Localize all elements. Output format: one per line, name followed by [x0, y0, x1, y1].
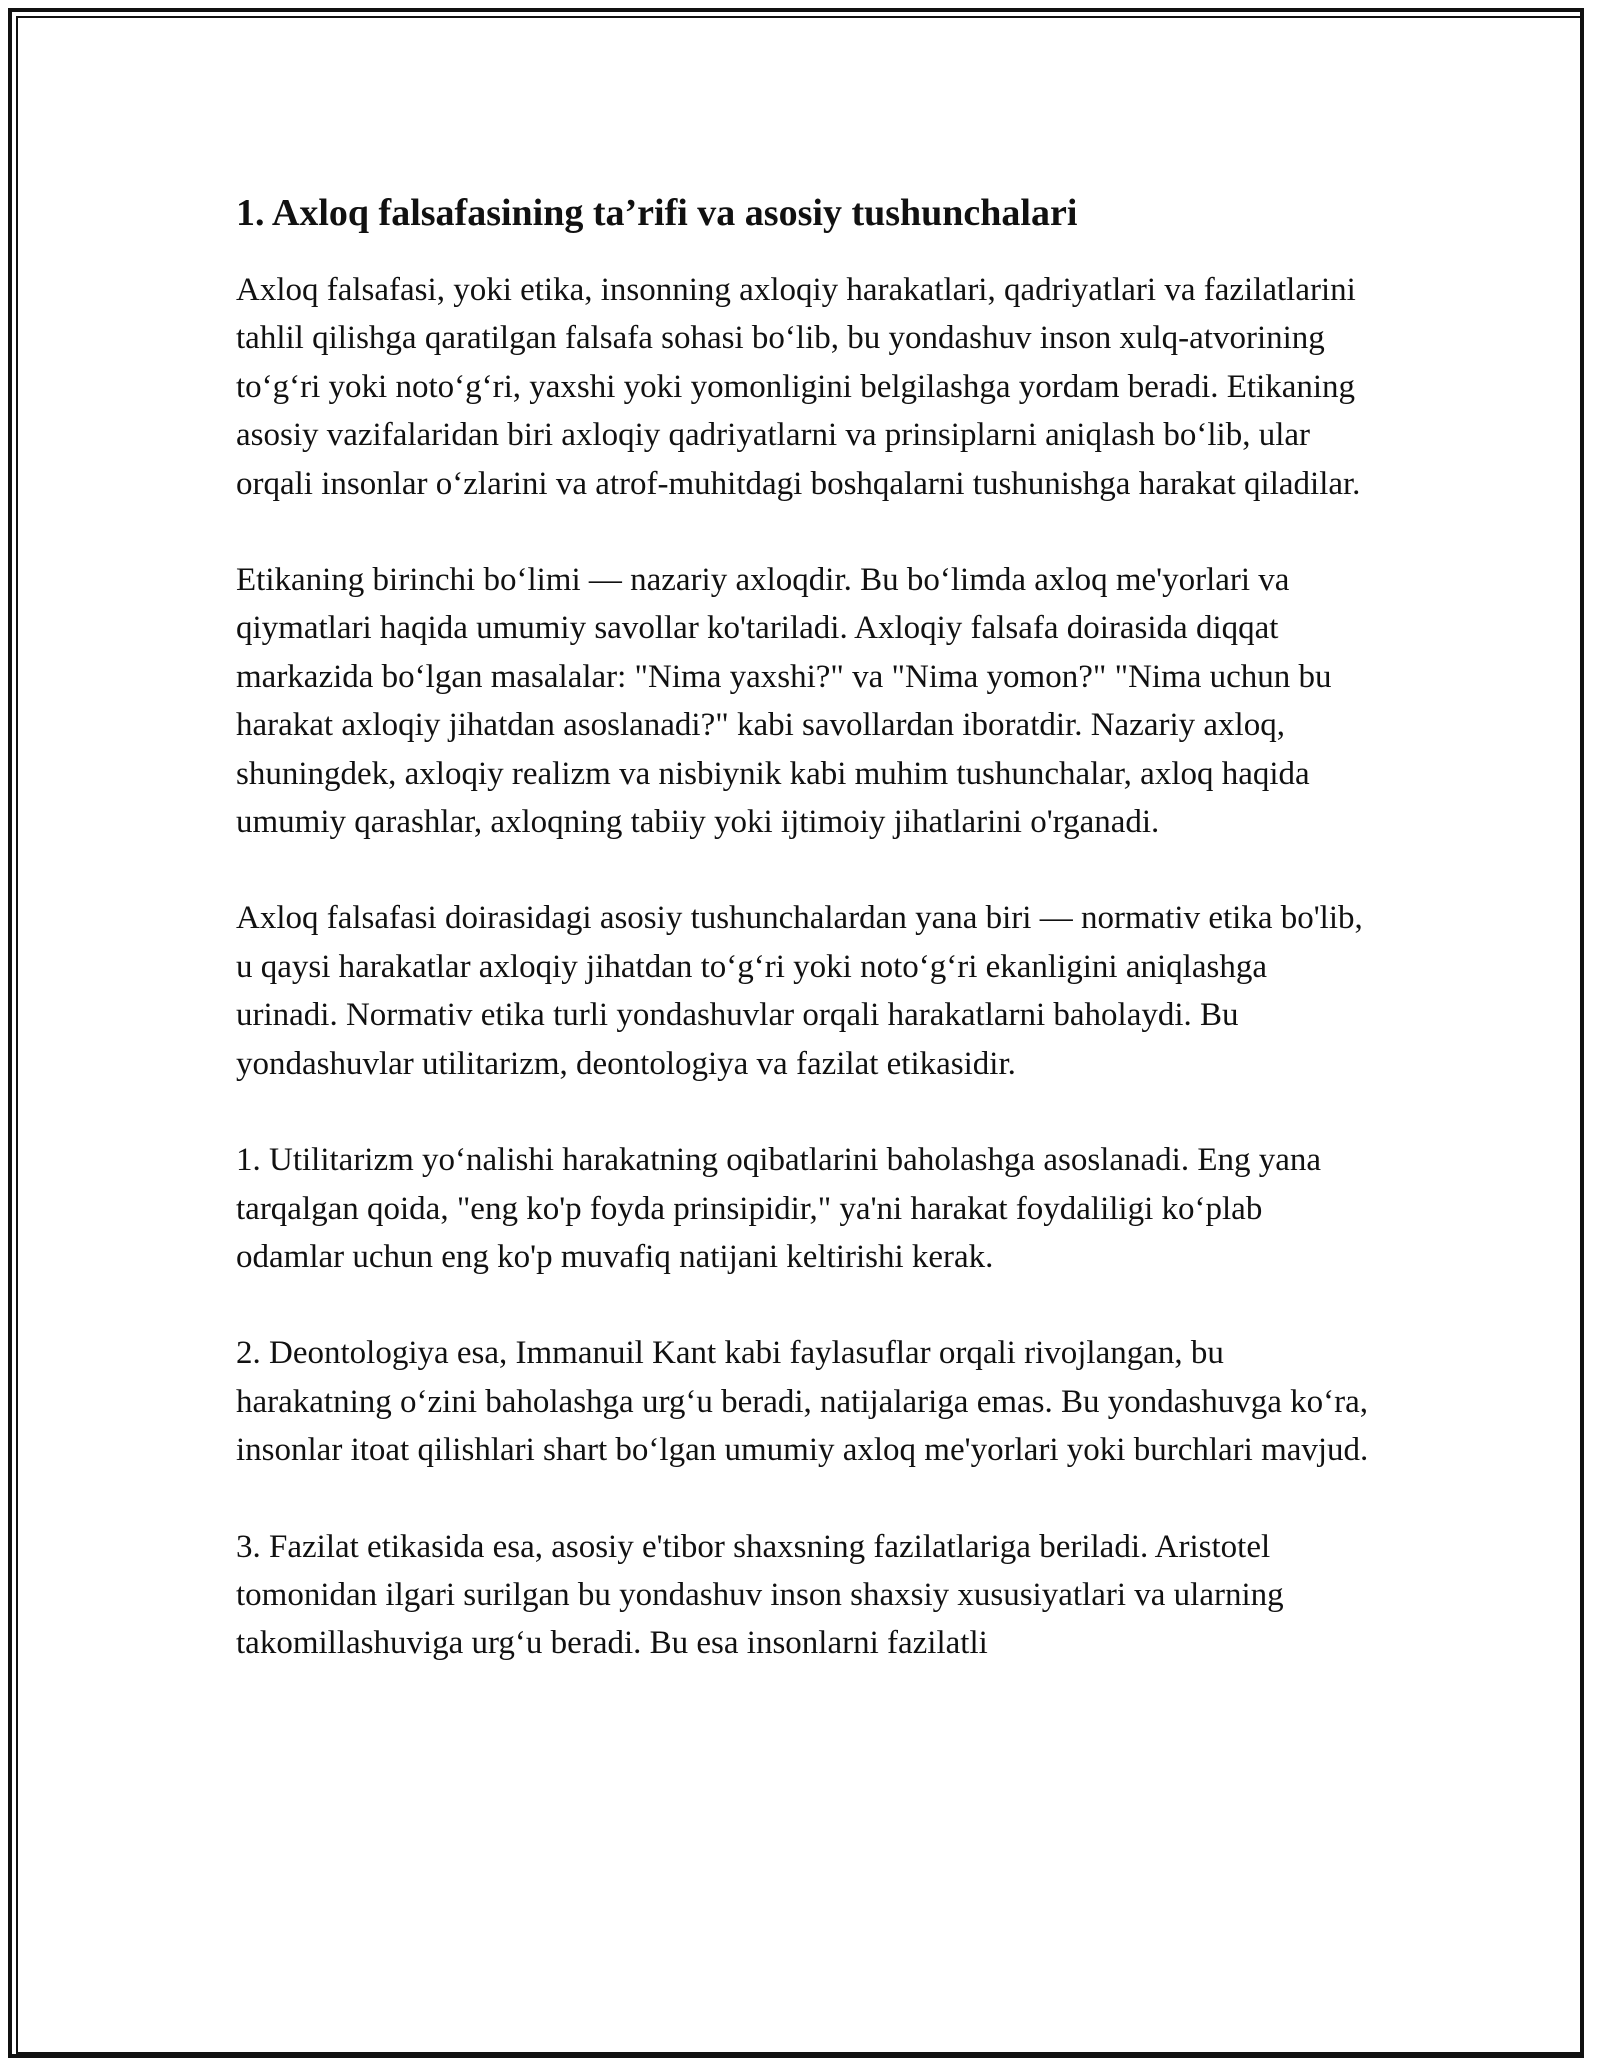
paragraph-normative-ethics: Axloq falsafasi doirasidagi asosiy tushunchalardan yana biri — normativ etika bo'lib, u qaysi harakatlar axloqiy jihatdan to‘g‘ri yoki noto‘g‘ri ekanligini aniqlashga urinadi. Normativ etika turli yondashuvlar orqali harakatlarni baholaydi. Bu yondashuvlar utilitarizm, deontologiya va fazilat etikasidir.: [236, 900, 1363, 1082]
paragraph-theoretical-ethics: Etikaning birinchi bo‘limi — nazariy axloqdir. Bu bo‘limda axloq me'yorlari va qiymatlari haqida umumiy savollar ko'tariladi. Axloqiy falsafa doirasida diqqat markazida bo‘lgan masalalar: "Nima yaxshi?" va "Nima yomon?" "Nima uchun bu harakat axloqiy jihatdan asoslanadi?" kabi savollardan iboratdir. Nazariy axloq, shuningdek, axloqiy realizm va nisbiynik kabi muhim tushunchalar, axloq haqida umumiy qarashlar, axloqning tabiiy yoki ijtimoiy jihatlarini o'rganadi.: [236, 562, 1332, 841]
paragraph-definition: Axloq falsafasi, yoki etika, insonning axloqiy harakatlari, qadriyatlari va fazilatlarini tahlil qilishga qaratilgan falsafa sohasi bo‘lib, bu yondashuv inson xulq-atvorining to‘g‘ri yoki noto‘g‘ri, yaxshi yoki yomonligini belgilashga yordam beradi. Etikaning asosiy vazifalaridan biri axloqiy qadriyatlarni va prinsiplarni aniqlash bo‘lib, ular orqali insonlar o‘zlarini va atrof-muhitdagi boshqalarni tushunishga harakat qiladilar.: [236, 272, 1361, 502]
paragraph-virtue-ethics: 3. Fazilat etikasida esa, asosiy e'tibor shaxsning fazilatlariga beriladi. Aristotel tomonidan ilgari surilgan bu yondashuv inson shaxsiy xususiyatlari va ularning takomillashuviga urg‘u beradi. Bu esa insonlarni fazilatli: [236, 1528, 1284, 1662]
paragraph-deontology: 2. Deontologiya esa, Immanuil Kant kabi faylasuflar orqali rivojlangan, bu harakatning o‘zini baholashga urg‘u beradi, natijalariga emas. Bu yondashuvga ko‘ra, insonlar itoat qilishlari shart bo‘lgan umumiy axloq me'yorlari yoki burchlari mavjud.: [236, 1335, 1369, 1469]
document-body: [236, 180, 1376, 1716]
section-heading: 1. Axloq falsafasining ta’rifi va asosiy tushunchalari: [236, 192, 1078, 234]
paragraph-utilitarianism: 1. Utilitarizm yo‘nalishi harakatning oqibatlarini baholashga asoslanadi. Eng yana tarqalgan qoida, "eng ko'p foyda prinsipidir," ya'ni harakat foydaliligi ko‘plab odamlar uchun eng ko'p muvafiq natijani keltirishi kerak.: [236, 1142, 1322, 1275]
